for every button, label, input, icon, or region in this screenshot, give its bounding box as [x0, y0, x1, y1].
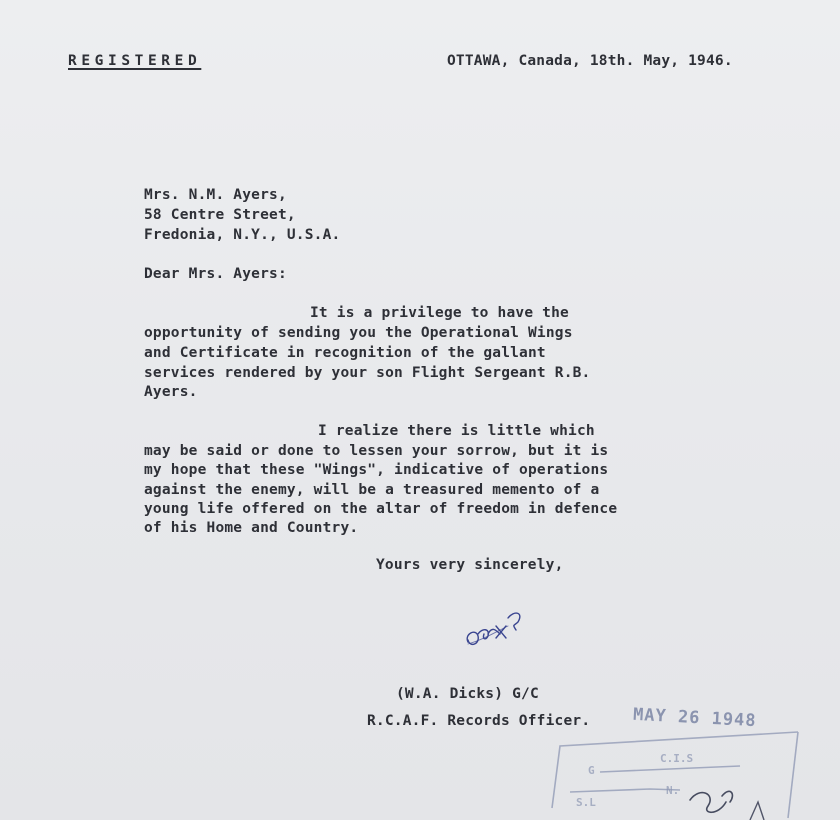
- stamp-label-g: G: [588, 764, 595, 777]
- body-paragraph-2-line: I realize there is little which: [318, 423, 595, 439]
- signatory-name: (W.A. Dicks) G/C: [396, 686, 539, 702]
- body-paragraph-1-line: services rendered by your son Flight Sergeant R.B.: [144, 365, 591, 381]
- received-stamp: [540, 690, 840, 820]
- body-paragraph-2-line: young life offered on the altar of freedom in defence: [144, 501, 618, 517]
- stamp-date: MAY 26 1948: [632, 704, 758, 732]
- body-paragraph-2-line: against the enemy, will be a treasured memento of a: [144, 482, 600, 498]
- body-paragraph-1-line: opportunity of sending you the Operational Wings: [144, 325, 573, 341]
- address-line-name: Mrs. N.M. Ayers,: [144, 187, 287, 203]
- address-line-street: 58 Centre Street,: [144, 207, 296, 223]
- closing: Yours very sincerely,: [376, 557, 564, 573]
- body-paragraph-1-line: It is a privilege to have the: [310, 305, 569, 321]
- signatory-title: R.C.A.F. Records Officer.: [367, 713, 591, 729]
- stamp-label-sl: S.L: [576, 796, 596, 809]
- body-paragraph-1-line: Ayers.: [144, 384, 198, 400]
- dateline: OTTAWA, Canada, 18th. May, 1946.: [447, 53, 733, 69]
- address-line-city: Fredonia, N.Y., U.S.A.: [144, 227, 341, 243]
- body-paragraph-2-line: my hope that these "Wings", indicative of operations: [144, 462, 609, 478]
- body-paragraph-2-line: may be said or done to lessen your sorrow, but it is: [144, 443, 609, 459]
- handwritten-initials: [462, 604, 532, 650]
- registered-heading: REGISTERED: [68, 53, 202, 69]
- stamp-label-n: N.: [666, 784, 680, 797]
- stamp-label-cis: C.I.S: [660, 752, 694, 765]
- body-paragraph-1-line: and Certificate in recognition of the gallant: [144, 345, 546, 361]
- body-paragraph-2-line: of his Home and Country.: [144, 520, 359, 536]
- salutation: Dear Mrs. Ayers:: [144, 266, 287, 282]
